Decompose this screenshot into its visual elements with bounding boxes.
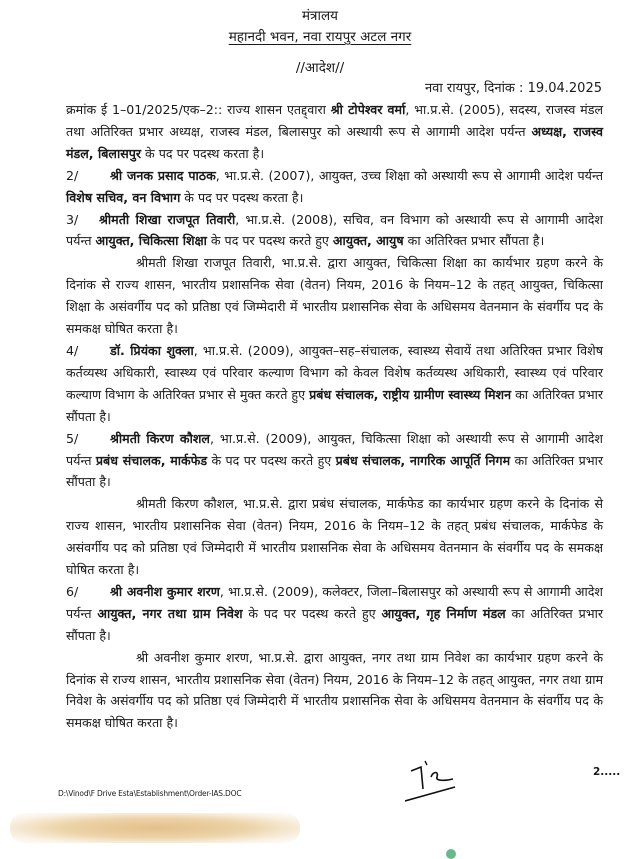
- text-segment: श्री अवनीश कुमार शरण, भा.प्र.से. द्वारा आयुक्त, नगर तथा ग्राम निवेश का कार्यभार ग्रहण करने के दिनांक से राज्य शासन, भारतीय प्रशासनिक सेवा (वेतन) नियम, 2016 के नियम–12 के तहत् आयुक्त, नगर तथा ग्राम निवेश के असंवर्गीय पद को प्रतिष्ठा एवं जिम्मेदारी में भारतीय प्रशासनिक सेवा के अधिसमय वेतनमान के संवर्गीय पद के समकक्ष घोषित करता है।: [66, 649, 603, 731]
- paragraph-number: 6/: [66, 583, 79, 599]
- place-date: नवा रायपुर, दिनांक : 19.04.2025: [424, 81, 602, 96]
- bold-text-segment: प्रबंध संचालक, राष्ट्रीय ग्रामीण स्वास्थ्य मिशन: [309, 386, 512, 402]
- bold-text-segment: प्रबंध संचालक, नागरिक आपूर्ति निगम: [335, 452, 511, 468]
- order-paragraph: [66, 209, 603, 253]
- text-segment: के पद पर पदस्थ करते हुए: [207, 452, 336, 468]
- text-segment: का अतिरिक्त प्रभार सौंपता है।: [66, 452, 603, 490]
- paragraph-number: 2/: [66, 167, 79, 183]
- bold-text-segment: श्री जनक प्रसाद पाठक: [110, 167, 216, 183]
- paragraph-number: 5/: [66, 430, 79, 446]
- order-body: [66, 99, 603, 734]
- order-title: //आदेश//: [295, 60, 345, 76]
- bold-text-segment: श्रीमती शिखा राजपूत तिवारी: [99, 211, 236, 227]
- text-segment: के पद पर पदस्थ करते हुए: [242, 605, 382, 621]
- bold-text-segment: डॉ. प्रियंका शुक्ला: [110, 342, 194, 358]
- text-segment: का अतिरिक्त प्रभार सौंपता है।: [66, 605, 603, 643]
- order-paragraph: [66, 99, 603, 165]
- text-segment: , भा.प्र.से. (2009), कलेक्टर, जिला–बिलासपुर को अस्थायी रूप से आगामी आदेश पर्यन्त: [66, 583, 603, 621]
- page-continuation: 2.....: [593, 766, 621, 778]
- text-segment: , भा.प्र.से. (2007), आयुक्त, उच्च शिक्षा को अस्थायी रूप से आगामी आदेश पर्यन्त: [215, 167, 604, 183]
- text-segment: , भा.प्र.से. (2008), सचिव, वन विभाग को अस्थायी रूप से आगामी आदेश पर्यन्त: [66, 211, 603, 249]
- text-segment: श्रीमती किरण कौशल, भा.प्र.से. द्वारा प्रबंध संचालक, मार्कफेड का कार्यभार ग्रहण करने के दिनांक से राज्य शासन, भारतीय प्रशासनिक सेवा (वेतन) नियम, 2016 के नियम–12 के तहत् प्रबंध संचालक, मार्कफेड के असंवर्गीय पद को प्रतिष्ठा एवं जिम्मेदारी में भारतीय प्रशासनिक सेवा के अधिसमय वेतनमान के संवर्गीय पद के समकक्ष घोषित करता है।: [66, 496, 603, 578]
- file-path: D:\Vinod\F Drive Esta\Establishment\Order-IAS.DOC: [58, 789, 242, 798]
- order-paragraph: [66, 252, 603, 340]
- order-paragraph: [66, 493, 603, 581]
- order-paragraph: [66, 581, 603, 647]
- text-segment: का अतिरिक्त प्रभार सौंपता है।: [403, 233, 545, 249]
- text-segment: के पद पर पदस्थ करते हुए: [206, 233, 333, 249]
- text-segment: के पद पर पदस्थ करता है।: [141, 145, 265, 161]
- status-dot-icon: [446, 849, 456, 859]
- order-paragraph: [66, 647, 603, 735]
- text-segment: , भा.प्र.से. (2009), आयुक्त–सह–संचालक, स्वास्थ्य सेवायें तथा अतिरिक्त प्रभार विशेष कर्तव्यस्थ अधिकारी, स्वास्थ्य एवं परिवार कल्याण विभाग को केवल विशेष कर्तव्यस्थ अधिकारी, स्वास्थ्य एवं परिवार कल्याण विभाग के अतिरिक्त प्रभार से मुक्त करते हुए: [66, 342, 603, 402]
- text-segment: का अतिरिक्त प्रभार सौंपता है।: [66, 386, 603, 424]
- bold-text-segment: आयुक्त, चिकित्सा शिक्षा: [95, 233, 207, 249]
- address-text: महानदी भवन, नवा रायपुर अटल नगर: [228, 29, 412, 45]
- text-segment: श्रीमती शिखा राजपूत तिवारी, भा.प्र.से. द्वारा आयुक्त, चिकित्सा शिक्षा का कार्यभार ग्रहण करने के दिनांक से राज्य शासन, भारतीय प्रशासनिक सेवा (वेतन) नियम, 2016 के नियम–12 के तहत् आयुक्त, चिकित्सा शिक्षा के असंवर्गीय पद को प्रतिष्ठा एवं जिम्मेदारी में भारतीय प्रशासनिक सेवा के अधिसमय वेतनमान के संवर्गीय पद के समकक्ष घोषित करता है।: [66, 255, 603, 337]
- paragraph-number: 4/: [66, 342, 79, 358]
- bold-text-segment: विशेष सचिव, वन विभाग: [66, 189, 181, 205]
- bold-text-segment: आयुक्त, आयुष: [332, 233, 404, 249]
- text-segment: के पद पर पदस्थ करता है।: [180, 189, 304, 205]
- ministry-heading: मंत्रालय: [301, 8, 338, 24]
- bold-text-segment: श्रीमती किरण कौशल: [110, 430, 210, 446]
- paragraph-number: 3/: [66, 211, 79, 227]
- bold-text-segment: श्री अवनीश कुमार शरण: [110, 583, 220, 599]
- paper-stain: [10, 813, 300, 843]
- bold-text-segment: आयुक्त, गृह निर्माण मंडल: [381, 605, 506, 621]
- text-segment: , भा.प्र.से. (2005), सदस्य, राजस्व मंडल तथा अतिरिक्त प्रभार अध्यक्ष, राजस्व मंडल, बिलासपुर को अस्थायी रूप से आगामी आदेश पर्यन्त: [66, 102, 603, 139]
- bold-text-segment: श्री टोपेश्वर वर्मा: [330, 102, 406, 117]
- bold-text-segment: अध्यक्ष, राजस्व मंडल, बिलासपुर: [66, 123, 603, 161]
- address-heading: [0, 27, 640, 47]
- bold-text-segment: आयुक्त, नगर तथा ग्राम निवेश: [97, 605, 243, 621]
- text-segment: क्रमांक ई 1–01/2025/एक–2:: राज्य शासन एतद्द्वारा: [66, 102, 331, 117]
- signature-icon: [405, 757, 475, 807]
- order-paragraph: [66, 340, 603, 428]
- bold-text-segment: प्रबंध संचालक, मार्कफेड: [95, 452, 208, 468]
- order-paragraph: [66, 165, 603, 209]
- text-segment: , भा.प्र.से. (2009), आयुक्त, चिकित्सा शिक्षा को अस्थायी रूप से आगामी आदेश पर्यन्त: [66, 430, 603, 468]
- order-paragraph: [66, 428, 603, 494]
